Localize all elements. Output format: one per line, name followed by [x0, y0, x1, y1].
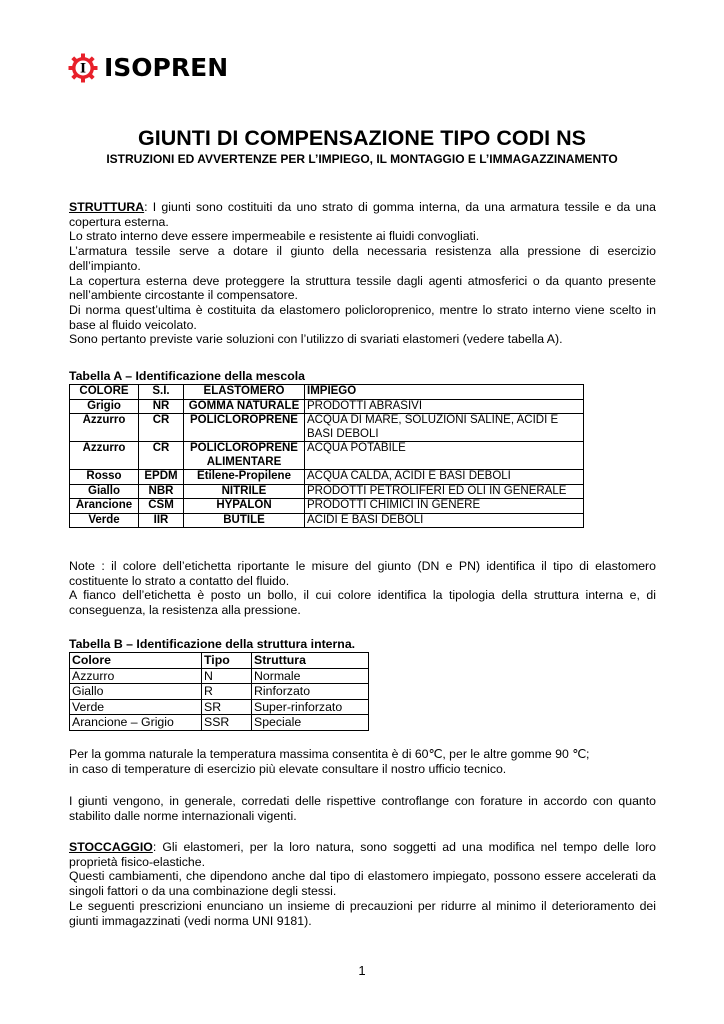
table-cell: ACQUA POTABILE	[305, 442, 584, 470]
gear-logo-icon	[68, 53, 98, 83]
table-cell: N	[202, 668, 252, 684]
table-a-caption: Tabella A – Identificazione della mescola	[69, 369, 305, 383]
table-row	[70, 414, 584, 442]
table-b-header-row	[70, 653, 369, 669]
table-cell: Etilene-Propilene	[184, 470, 305, 485]
struttura-intro: : I giunti sono costituiti da uno strato di gomma interna, da una armatura tessile e da una copertura esterna.	[69, 200, 656, 229]
table-row	[70, 668, 369, 684]
table-cell: Giallo	[70, 484, 139, 499]
table-a-header: COLORE	[70, 385, 139, 400]
note-line: A fianco dell’etichetta è posto un bollo, il cui colore identifica la tipologia della struttura interna e, di conseguenza, la resistenza alla pressione.	[69, 588, 656, 618]
table-cell: NR	[139, 399, 184, 414]
table-cell: POLICLOROPRENE	[184, 414, 305, 442]
table-b-header: Colore	[70, 653, 202, 669]
table-cell: Giallo	[70, 684, 202, 700]
table-row	[70, 684, 369, 700]
table-row	[70, 499, 584, 514]
table-cell: Rosso	[70, 470, 139, 485]
table-cell: Arancione	[70, 499, 139, 514]
table-row	[70, 699, 369, 715]
table-cell: CR	[139, 414, 184, 442]
table-cell: PRODOTTI CHIMICI IN GENERE	[305, 499, 584, 514]
struttura-line: La copertura esterna deve proteggere la struttura tessile dagli agenti atmosferici o da quanto presente nell’ambiente circostante il compensatore.	[69, 273, 656, 303]
table-a-header: ELASTOMERO	[184, 385, 305, 400]
table-a-header: S.I.	[139, 385, 184, 400]
flanges-section	[69, 794, 656, 823]
table-row	[70, 513, 584, 528]
page-title: GIUNTI DI COMPENSAZIONE TIPO CODI NS	[138, 126, 586, 150]
stoccaggio-section	[69, 840, 656, 928]
table-row	[70, 399, 584, 414]
table-cell: POLICLOROPRENE ALIMENTARE	[184, 442, 305, 470]
table-cell: SR	[202, 699, 252, 715]
table-cell: EPDM	[139, 470, 184, 485]
table-b-caption: Tabella B – Identificazione della struttura interna.	[69, 637, 356, 651]
table-cell: Azzurro	[70, 442, 139, 470]
table-row	[70, 484, 584, 499]
table-row	[70, 715, 369, 731]
table-cell: ACQUA CALDA, ACIDI E BASI DEBOLI	[305, 470, 584, 485]
temperature-line: Per la gomma naturale la temperatura massima consentita è di 60℃, per le altre gomme 90 ℃;	[69, 747, 590, 761]
table-cell: NITRILE	[184, 484, 305, 499]
temperature-line: in caso di temperature di esercizio più elevate consultare il nostro ufficio tecnico.	[69, 761, 507, 776]
table-cell: Grigio	[70, 399, 139, 414]
struttura-line: Sono pertanto previste varie soluzioni con l’utilizzo di svariati elastomeri (vedere tabella A).	[69, 332, 563, 347]
table-cell: Normale	[252, 668, 369, 684]
table-cell: IIR	[139, 513, 184, 528]
table-row	[70, 470, 584, 485]
page-number: 1	[358, 963, 366, 978]
stoccaggio-intro: : Gli elastomeri, per la loro natura, sono soggetti ad una modifica nel tempo delle loro proprietà fisico-elastiche.	[69, 840, 656, 869]
page-subtitle: ISTRUZIONI ED AVVERTENZE PER L’IMPIEGO, IL MONTAGGIO E L’IMMAGAZZINAMENTO	[106, 152, 618, 166]
stoccaggio-line: Le seguenti prescrizioni enunciano un insieme di precauzioni per ridurre al minimo il deterioramento dei giunti immagazzinati (vedi norma UNI 9181).	[69, 898, 656, 928]
stoccaggio-heading: STOCCAGGIO	[69, 840, 153, 854]
struttura-line: Di norma quest’ultima è costituita da elastomero policloroprenico, mentre lo strato interno viene scelto in base al fluido veicolato.	[69, 302, 656, 332]
table-cell: R	[202, 684, 252, 700]
table-b-header: Struttura	[252, 653, 369, 669]
table-b	[69, 652, 369, 731]
isopren-logo	[68, 52, 228, 84]
flanges-text: I giunti vengono, in generale, corredati delle rispettive controflange con forature in accordo con quanto stabilito dalle norme internazionali vigenti.	[69, 794, 656, 823]
struttura-section	[69, 200, 656, 347]
table-cell: GOMMA NATURALE	[184, 399, 305, 414]
temperature-section	[69, 747, 656, 776]
table-cell: ACQUA DI MARE, SOLUZIONI SALINE, ACIDI E BASI DEBOLI	[305, 414, 584, 442]
table-cell: Speciale	[252, 715, 369, 731]
table-cell: ACIDI E BASI DEBOLI	[305, 513, 584, 528]
note-section	[69, 559, 656, 618]
table-cell: PRODOTTI ABRASIVI	[305, 399, 584, 414]
table-cell: CR	[139, 442, 184, 470]
table-cell: BUTILE	[184, 513, 305, 528]
table-cell: Verde	[70, 699, 202, 715]
brand-name: ISOPREN	[104, 53, 229, 82]
table-cell: Azzurro	[70, 668, 202, 684]
table-cell: NBR	[139, 484, 184, 499]
struttura-line: L’armatura tessile serve a dotare il giunto della necessaria resistenza alla pressione di esercizio dell’impianto.	[69, 244, 656, 273]
table-cell: Rinforzato	[252, 684, 369, 700]
table-a	[69, 384, 584, 528]
table-cell: CSM	[139, 499, 184, 514]
table-cell: Verde	[70, 513, 139, 528]
stoccaggio-line: Questi cambiamenti, che dipendono anche dal tipo di elastomero impiegato, possono essere accelerati da singoli fattori o da una combinazione degli stessi.	[69, 869, 656, 899]
struttura-line: Lo strato interno deve essere impermeabile e resistente ai fluidi convogliati.	[69, 229, 480, 244]
table-cell: HYPALON	[184, 499, 305, 514]
table-row	[70, 442, 584, 470]
table-a-header-row	[70, 385, 584, 400]
table-a-header: IMPIEGO	[305, 385, 584, 400]
note-line: Note : il colore dell’etichetta riportante le misure del giunto (DN e PN) identifica il tipo di elastomero costituente lo strato a contatto del fluido.	[69, 559, 656, 588]
table-cell: Azzurro	[70, 414, 139, 442]
table-cell: SSR	[202, 715, 252, 731]
table-b-header: Tipo	[202, 653, 252, 669]
logo-letter: I	[79, 61, 87, 77]
struttura-heading: STRUTTURA	[69, 200, 145, 214]
table-cell: Super-rinforzato	[252, 699, 369, 715]
table-cell: Arancione – Grigio	[70, 715, 202, 731]
table-cell: PRODOTTI PETROLIFERI ED OLI IN GENERALE	[305, 484, 584, 499]
